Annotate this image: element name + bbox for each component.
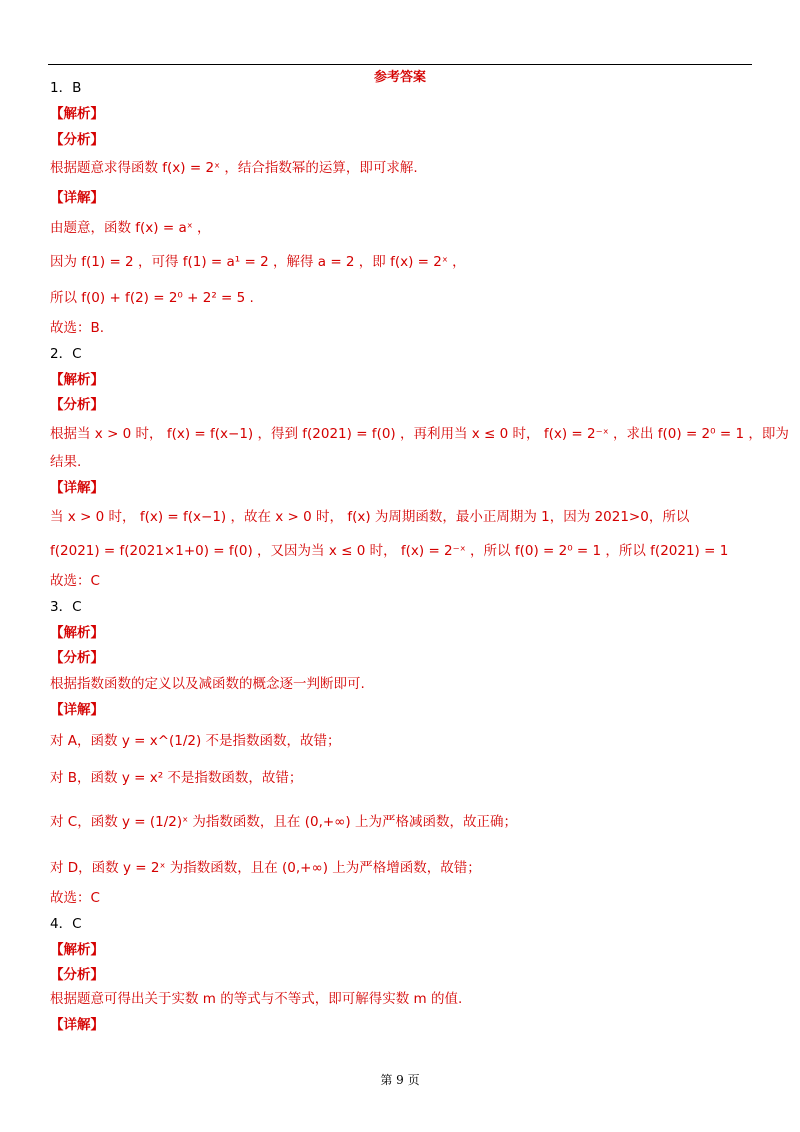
page-title: 参考答案	[373, 70, 426, 85]
text-line: 【解析】	[50, 625, 104, 641]
text-line: 【详解】	[50, 1017, 104, 1033]
text-line: 根据题意可得出关于实数 m 的等式与不等式，即可解得实数 m 的值.	[50, 991, 463, 1007]
text-line: 【分析】	[50, 397, 104, 413]
text-line: 【详解】	[50, 702, 104, 718]
text-line: 根据指数函数的定义以及减函数的概念逐一判断即可.	[50, 676, 365, 692]
text-line: 【详解】	[50, 190, 104, 206]
text-line: 故选：C	[50, 890, 100, 906]
text-line: 1．B	[50, 80, 82, 96]
text-line: 【解析】	[50, 942, 104, 958]
text-line: 当 x > 0 时， f(x) = f(x−1) ，故在 x > 0 时， f(x) 为周期函数，最小正周期为 1，因为 2021>0，所以	[50, 509, 690, 525]
text-line: f(2021) = f(2021×1+0) = f(0) ，又因为当 x ≤ 0 时， f(x) = 2⁻ˣ ，所以 f(0) = 2⁰ = 1 ，所以 f(2021) = 1	[50, 543, 729, 559]
text-line: 【分析】	[50, 650, 104, 666]
text-line: 对 D，函数 y = 2ˣ 为指数函数，且在 (0,+∞) 上为严格增函数，故错；	[50, 860, 481, 876]
text-line: 【分析】	[50, 967, 104, 983]
text-line: 对 C，函数 y = (1/2)ˣ 为指数函数，且在 (0,+∞) 上为严格减函数，故正确；	[50, 814, 517, 830]
text-line: 3．C	[50, 599, 82, 615]
text-line: 对 A，函数 y = x^(1/2) 不是指数函数，故错；	[50, 733, 341, 749]
text-line: 【分析】	[50, 132, 104, 148]
header-rule	[48, 64, 752, 65]
text-line: 结果.	[50, 454, 82, 470]
text-line: 由题意，函数 f(x) = aˣ ，	[50, 220, 211, 236]
text-line: 4．C	[50, 916, 82, 932]
text-line: 【解析】	[50, 106, 104, 122]
text-line: 2．C	[50, 346, 82, 362]
text-line: 【解析】	[50, 372, 104, 388]
page-number: 第 9 页	[380, 1073, 420, 1087]
text-line: 故选：B.	[50, 320, 105, 336]
text-line: 因为 f(1) = 2 ，可得 f(1) = a¹ = 2 ，解得 a = 2 ，即 f(x) = 2ˣ ，	[50, 254, 466, 270]
text-line: 根据题意求得函数 f(x) = 2ˣ ，结合指数幂的运算，即可求解.	[50, 160, 418, 176]
text-line: 故选：C	[50, 573, 100, 589]
text-line: 根据当 x > 0 时， f(x) = f(x−1) ，得到 f(2021) = f(0) ，再利用当 x ≤ 0 时， f(x) = 2⁻ˣ ，求出 f(0) = 2⁰ = 1 ，即为	[50, 426, 789, 442]
text-line: 所以 f(0) + f(2) = 2⁰ + 2² = 5 .	[50, 290, 254, 306]
text-line: 对 B，函数 y = x² 不是指数函数，故错；	[50, 770, 303, 786]
text-line: 【详解】	[50, 480, 104, 496]
